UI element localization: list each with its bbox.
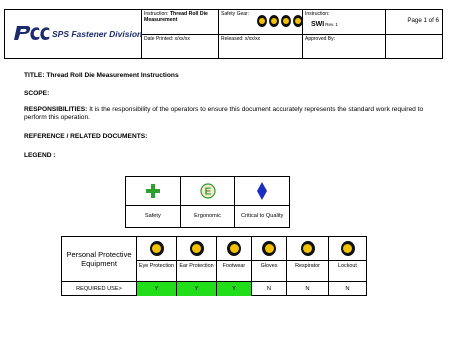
legend-ergonomic-label: Ergonomic <box>181 205 235 227</box>
legend-safety <box>126 177 181 227</box>
approved-by: Approved By: <box>305 36 336 42</box>
ppe-label: Lockout <box>329 260 366 281</box>
gloves-icon <box>293 15 303 27</box>
respirator-icon <box>301 241 315 256</box>
ppe-lockout <box>329 237 366 282</box>
ppe-gloves <box>252 237 287 282</box>
ppe-footwear <box>217 237 252 282</box>
date-printed: Date Printed: x/xx/xx <box>144 36 190 42</box>
responsibilities-label: RESPONSIBILITIES: <box>24 106 88 113</box>
required-eye-protection: Y <box>137 282 177 296</box>
released-date: Released: x/xx/xx <box>221 36 261 42</box>
company-logo <box>5 10 142 58</box>
date-printed-cell <box>142 35 219 58</box>
ppe-label: Gloves <box>252 260 286 281</box>
legend-ergonomic <box>181 177 236 227</box>
ear-protection-icon <box>269 15 279 27</box>
responsibilities-text: It is the responsibility of the operators to ensure this document accurately represents the standard work required to perform this operation. <box>24 106 424 122</box>
required-use-label: REQUIRED USE> <box>62 282 137 296</box>
reference-heading: REFERENCE / RELATED DOCUMENTS: <box>24 133 148 140</box>
instruction-label: Instruction: <box>144 11 169 17</box>
ppe-table <box>61 236 367 296</box>
ear-protection-icon <box>190 241 204 256</box>
green-cross-icon <box>146 184 160 198</box>
ppe-heading: Personal Protective Equipment <box>62 237 137 282</box>
revision: Rev. 1 <box>325 22 338 27</box>
approved-by-cell <box>303 35 386 58</box>
ppe-label: Footwear <box>217 260 251 281</box>
svg-text:E: E <box>204 186 211 198</box>
legend-table <box>125 176 290 228</box>
safety-gear-label: Safety Gear: <box>221 11 250 17</box>
gloves-icon <box>262 241 276 256</box>
ppe-label: Respirator <box>287 260 328 281</box>
document-header <box>4 9 443 59</box>
required-gloves: N <box>252 282 287 296</box>
eye-protection-icon <box>257 15 267 27</box>
legend-critical-quality-label: Critical to Quality <box>235 205 289 227</box>
logo-text: SPS Fastener Division <box>52 29 143 39</box>
page-number: Page 1 of 6 <box>407 17 439 24</box>
eye-protection-icon <box>150 241 164 256</box>
footwear-icon <box>281 15 291 27</box>
ppe-label: Eye Protection <box>137 260 176 281</box>
document-title: TITLE: Thread Roll Die Measurement Instructions <box>24 72 179 79</box>
blue-diamond-icon <box>257 182 267 200</box>
footwear-icon <box>227 241 241 256</box>
ppe-label: Ear Protection <box>177 260 216 281</box>
ergonomic-e-icon <box>200 183 216 199</box>
scope-heading: SCOPE: <box>24 90 50 97</box>
safety-gear-cell <box>219 10 303 35</box>
required-footwear: Y <box>217 282 252 296</box>
instruction-number: SWI <box>311 21 325 28</box>
ppe-respirator <box>287 237 329 282</box>
blank-cell <box>386 35 442 58</box>
required-ear-protection: Y <box>177 282 217 296</box>
legend-critical-quality <box>235 177 289 227</box>
legend-safety-label: Safety <box>126 205 180 227</box>
released-cell <box>219 35 303 58</box>
pcc-logo-icon <box>13 24 51 42</box>
responsibilities-paragraph <box>24 106 424 122</box>
instruction-cell <box>142 10 219 35</box>
page-cell <box>386 10 442 35</box>
instruction-number-label: Instruction: <box>305 11 330 17</box>
lockout-icon <box>341 241 355 256</box>
required-respirator: N <box>287 282 329 296</box>
ppe-ear-protection <box>177 237 217 282</box>
instruction-value: Thread Roll Die Measurement <box>144 11 208 23</box>
legend-heading: LEGEND : <box>24 152 56 159</box>
required-lockout: N <box>345 286 350 292</box>
instruction-number-cell <box>303 10 386 35</box>
ppe-eye-protection <box>137 237 177 282</box>
